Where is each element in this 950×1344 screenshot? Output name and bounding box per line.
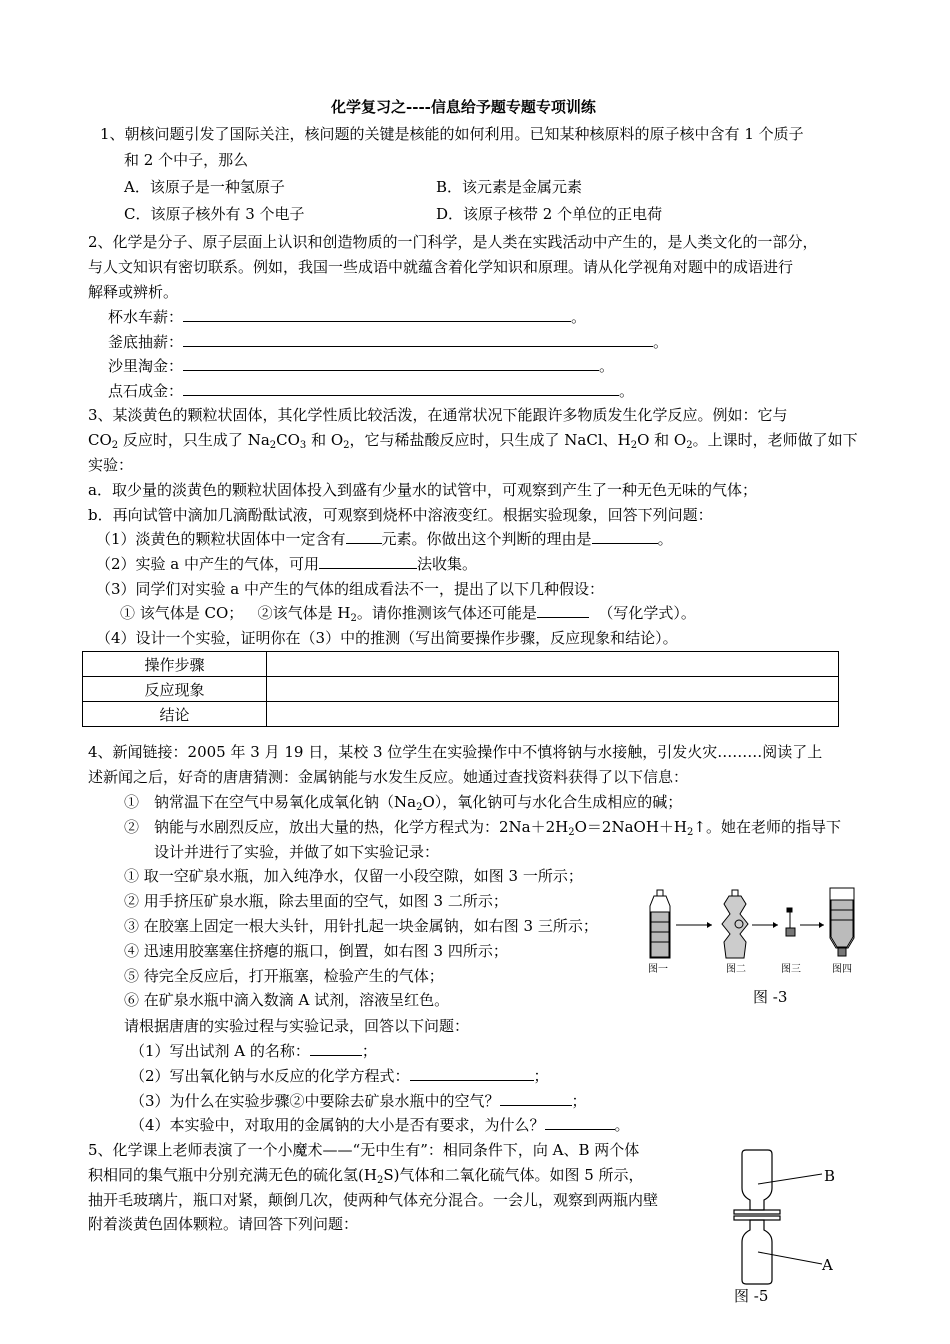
answer-cell[interactable] [267,702,839,727]
table-row [83,702,839,727]
row-header: 结论 [83,702,267,727]
q3-line2: $CO_2$ 反应时，只生成了 $Na_2CO_3$ 和 $O_2$，它与稀盐酸反应时，只生成了 NaCl、$H_2O$ 和 $O_2$。上课时，老师做了如下 [88,431,858,451]
answer-blank[interactable] [500,1091,572,1106]
q5-line1: 5、化学课上老师表演了一个小魔术——“无中生有”：相同条件下，向 A、B 两个体 [88,1141,640,1159]
bottle-a-label: A [822,1256,833,1274]
q4-step-2: ② 用手挤压矿泉水瓶，除去里面的空气，如图 3 二所示； [124,892,508,910]
q4-info-2-cont: 设计并进行了实验，并做了如下实验记录： [154,843,440,861]
page-title: 化学复习之----信息给予题专题专项训练 [331,98,596,116]
q4-step-5: ⑤ 待完全反应后，打开瓶塞，检验产生的气体； [124,967,444,985]
fig-label-1: 图一 [648,964,668,975]
gas-bottles-icon [734,1150,780,1284]
answer-blank[interactable] [310,1041,362,1056]
q4-info-2: ② 钠能与水剧烈反应，放出大量的热，化学方程式为：$2Na+2H_2O=2NaOH+H_2↑$。她在老师的指导下 [124,818,841,838]
answer-blank[interactable] [410,1066,534,1081]
q5-line2: 积相同的集气瓶中分别充满无色的硫化氢$(H_2S)$气体和二氧化硫气体。如图 5 所示， [88,1166,644,1186]
q2-line3: 解释或辨析。 [88,283,179,301]
arrowhead-icon [773,922,778,928]
q1-option-c: C．该原子核外有 3 个电子 [124,205,305,223]
row-header: 操作步骤 [83,652,267,677]
idiom-label: 点石成金： [108,382,184,400]
arrowhead-icon [707,922,712,928]
arrowhead-icon [819,922,824,928]
idiom-label: 沙里淘金： [108,357,184,375]
answer-blank[interactable] [346,529,382,544]
answer-blank[interactable] [545,1115,615,1130]
fig-label-3: 图三 [781,964,801,975]
q3-line1: 3、某淡黄色的颗粒状固体，其化学性质比较活泼，在通常状况下能跟许多物质发生化学反应。例如：它与 [88,406,788,424]
figure-3-caption: 图 -3 [753,988,788,1006]
table-row [83,677,839,702]
q4-ask-4: （4）本实验中，对取用的金属钠的大小是否有要求，为什么？ 。 [130,1116,630,1134]
q4-step-4: ④ 迅速用胶塞塞住挤瘪的瓶口，倒置，如右图 3 四所示； [124,942,508,960]
q3-line3: 实验： [88,456,134,474]
q1-option-a: A．该原子是一种氢原子 [124,178,285,196]
period: 。 [571,308,587,326]
answer-blank[interactable] [183,307,571,322]
q3-part3: （3）同学们对实验 a 中产生的气体的组成看法不一，提出了以下几种假设： [96,580,605,598]
q4-info-1: ① 钠常温下在空气中易氧化成氧化钠$(Na_2O)$，氧化钠可与水化合生成相应的碱； [124,793,683,813]
q1-stem-line1: 1、朝核问题引发了国际关注，核问题的关键是核能的如何利用。已知某种核原料的原子核中含有 1 个质子 [100,125,804,143]
q4-step-6: ⑥ 在矿泉水瓶中滴入数滴 A 试剂，溶液呈红色。 [124,991,450,1009]
q2-line1: 2、化学是分子、原子层面上认识和创造物质的一门科学，是人类在实践活动中产生的，是人类文化的一部分， [88,233,818,251]
q4-step-1: ① 取一空矿泉水瓶，加入纯净水，仅留一小段空隙，如图 3 一所示； [124,867,583,885]
q2-line2: 与人文知识有密切联系。例如，我国一些成语中就蕴含着化学知识和原理。请从化学视角对题中的成语进行 [88,258,794,276]
stopper-pin-icon [786,908,795,936]
q2-idiom-2 [108,332,668,352]
answer-blank[interactable] [537,603,589,618]
q5-line3: 抽开毛玻璃片，瓶口对紧，颠倒几次，使两种气体充分混合。一会儿，观察到两瓶内壁 [88,1191,659,1209]
q5-line4: 附着淡黄色固体颗粒。请回答下列问题： [88,1215,359,1233]
figure-3-illustration [640,880,860,975]
q3-step-a: a．取少量的淡黄色的颗粒状固体投入到盛有少量水的试管中，可观察到产生了一种无色无味的气体； [88,481,757,499]
pointer-line-b [758,1174,822,1184]
q2-idiom-3 [108,356,614,376]
q1-stem-line2: 和 2 个中子，那么 [124,151,249,169]
q1-option-b: B．该元素是金属元素 [436,178,583,196]
pointer-line-a [758,1252,822,1264]
bottle-b-label: B [824,1167,836,1185]
bottle-4-icon [830,888,854,956]
period: 。 [599,357,615,375]
fig-label-2: 图二 [726,964,746,975]
answer-blank[interactable] [183,356,599,371]
figure-5-caption: 图 -5 [734,1287,769,1305]
answer-blank[interactable] [592,529,658,544]
q2-idiom-1 [108,307,586,327]
bottle-1-icon [650,890,670,958]
q4-line2: 述新闻之后，好奇的唐唐猜测：金属钠能与水发生反应。她通过查找资料获得了以下信息： [88,768,689,786]
idiom-label: 釜底抽薪： [108,333,184,351]
answer-cell[interactable] [267,652,839,677]
q4-line1: 4、新闻链接：2005 年 3 月 19 日，某校 3 位学生在实验操作中不慎将钠与水接触，引发火灾………阅读了上 [88,743,823,761]
answer-cell[interactable] [267,677,839,702]
period: 。 [653,333,669,351]
q4-ask-3: （3）为什么在实验步骤②中要除去矿泉水瓶中的空气？ ； [130,1092,587,1110]
q3-part3-hypotheses: ① 该气体是 CO； ②该气体是 $H_2$。请你推测该气体还可能是 （写化学式）。 [120,604,696,624]
q4-ask-2: （2）写出氧化钠与水反应的化学方程式： ； [130,1067,549,1085]
q4-step-3: ③ 在胶塞上固定一根大头针，用针扎起一块金属钠，如右图 3 三所示； [124,917,598,935]
q3-part4: （4）设计一个实验，证明你在（3）中的推测（写出简要操作步骤，反应现象和结论）。 [96,629,678,647]
table-row [83,652,839,677]
q3-part1: （1）淡黄色的颗粒状固体中一定含有 元素。你做出这个判断的理由是 。 [96,530,673,548]
q1-option-d: D．该原子核带 2 个单位的正电荷 [436,205,663,223]
answer-blank[interactable] [183,332,653,347]
idiom-label: 杯水车薪： [108,308,184,326]
answer-blank[interactable] [183,381,619,396]
q3-step-b: b．再向试管中滴加几滴酚酞试液，可观察到烧杯中溶液变红。根据实验现象，回答下列问题： [88,506,713,524]
q3-answer-table [82,651,839,727]
q2-idiom-4 [108,381,634,401]
answer-blank[interactable] [319,554,417,569]
period: 。 [619,382,635,400]
fig-label-4: 图四 [832,964,852,975]
bottle-2-icon [722,890,748,958]
q4-prompt: 请根据唐唐的实验过程与实验记录，回答以下问题： [124,1017,470,1035]
q4-ask-1: （1）写出试剂 A 的名称： ； [130,1042,377,1060]
q3-part2: （2）实验 a 中产生的气体，可用 法收集。 [96,555,478,573]
row-header: 反应现象 [83,677,267,702]
